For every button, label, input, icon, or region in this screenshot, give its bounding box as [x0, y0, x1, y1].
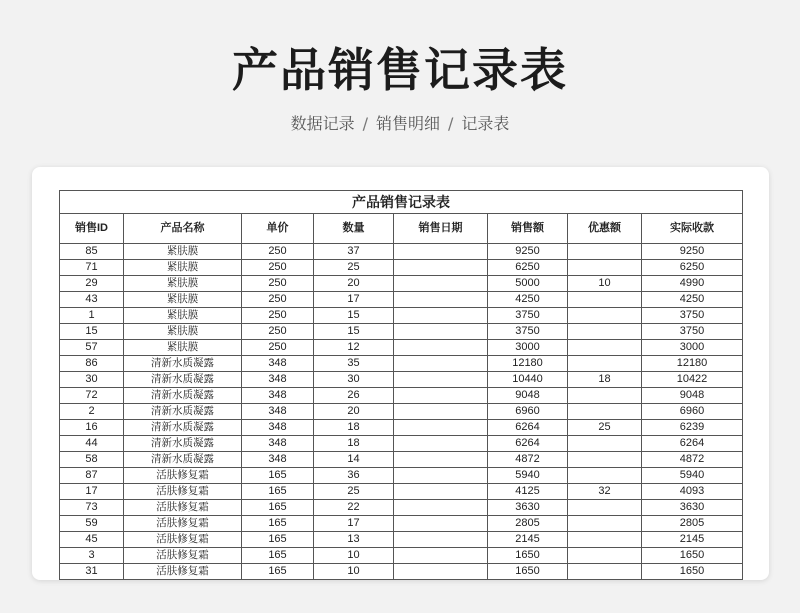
- table-cell[interactable]: 44: [60, 436, 124, 452]
- table-row: [60, 324, 743, 340]
- table-cell[interactable]: 250: [242, 340, 314, 356]
- table-row: [60, 500, 743, 516]
- column-header: 销售额: [488, 214, 568, 244]
- table-cell[interactable]: 165: [242, 484, 314, 500]
- table-cell[interactable]: 6264: [488, 420, 568, 436]
- table-cell[interactable]: 12180: [642, 356, 743, 372]
- table-caption: 产品销售记录表: [60, 191, 743, 214]
- column-header: 实际收款: [642, 214, 743, 244]
- table-cell[interactable]: 15: [60, 324, 124, 340]
- table-cell[interactable]: 348: [242, 452, 314, 468]
- header-row: [60, 214, 743, 244]
- table-cell[interactable]: 1650: [488, 548, 568, 564]
- table-cell[interactable]: 17: [60, 484, 124, 500]
- table-row: [60, 564, 743, 580]
- table-cell[interactable]: 3750: [642, 308, 743, 324]
- table-cell[interactable]: 18: [314, 436, 394, 452]
- table-cell[interactable]: 5940: [488, 468, 568, 484]
- table-cell[interactable]: 5940: [642, 468, 743, 484]
- table-row: [60, 484, 743, 500]
- table-cell[interactable]: 26: [314, 388, 394, 404]
- table-cell[interactable]: [394, 532, 488, 548]
- column-header: 销售ID: [60, 214, 124, 244]
- table-row: [60, 260, 743, 276]
- table-cell[interactable]: [394, 372, 488, 388]
- table-cell[interactable]: 清新水质凝露: [124, 388, 242, 404]
- table-cell[interactable]: 活肤修复霜: [124, 516, 242, 532]
- table-cell[interactable]: [568, 388, 642, 404]
- table-cell[interactable]: 58: [60, 452, 124, 468]
- table-cell[interactable]: 活肤修复霜: [124, 500, 242, 516]
- table-row: [60, 516, 743, 532]
- table-cell[interactable]: 17: [314, 292, 394, 308]
- table-cell[interactable]: [568, 468, 642, 484]
- table-cell[interactable]: 348: [242, 388, 314, 404]
- table-cell[interactable]: 250: [242, 324, 314, 340]
- table-cell[interactable]: [394, 388, 488, 404]
- table-cell[interactable]: 348: [242, 356, 314, 372]
- table-cell[interactable]: 4250: [642, 292, 743, 308]
- table-cell[interactable]: 紧肤膜: [124, 324, 242, 340]
- table-cell[interactable]: 348: [242, 436, 314, 452]
- table-cell[interactable]: 3750: [642, 324, 743, 340]
- column-header: 优惠额: [568, 214, 642, 244]
- breadcrumb-item[interactable]: 记录表: [461, 114, 510, 133]
- caption-row: [60, 191, 743, 214]
- column-header: 产品名称: [124, 214, 242, 244]
- table-cell[interactable]: 清新水质凝露: [124, 452, 242, 468]
- table-cell[interactable]: 4093: [642, 484, 743, 500]
- table-cell[interactable]: 清新水质凝露: [124, 372, 242, 388]
- table-cell[interactable]: 32: [568, 484, 642, 500]
- table-cell[interactable]: 1650: [488, 564, 568, 580]
- table-cell[interactable]: [568, 340, 642, 356]
- column-header: 销售日期: [394, 214, 488, 244]
- table-row: [60, 388, 743, 404]
- table-cell[interactable]: 165: [242, 548, 314, 564]
- table-row: [60, 436, 743, 452]
- table-cell[interactable]: [568, 244, 642, 260]
- table-cell[interactable]: [568, 548, 642, 564]
- table-cell[interactable]: 紧肤膜: [124, 244, 242, 260]
- table-cell[interactable]: 165: [242, 468, 314, 484]
- table-row: [60, 340, 743, 356]
- table-cell[interactable]: 165: [242, 516, 314, 532]
- table-row: [60, 452, 743, 468]
- table-cell[interactable]: 3630: [488, 500, 568, 516]
- table-cell[interactable]: 活肤修复霜: [124, 468, 242, 484]
- table-cell[interactable]: 紧肤膜: [124, 340, 242, 356]
- table-cell[interactable]: 10: [314, 548, 394, 564]
- table-cell[interactable]: [394, 548, 488, 564]
- table-row: [60, 404, 743, 420]
- table-cell[interactable]: 2805: [488, 516, 568, 532]
- table-cell[interactable]: 紧肤膜: [124, 276, 242, 292]
- table-cell[interactable]: [394, 564, 488, 580]
- table-cell[interactable]: 清新水质凝露: [124, 436, 242, 452]
- table-cell[interactable]: [394, 484, 488, 500]
- table-cell[interactable]: 清新水质凝露: [124, 420, 242, 436]
- table-cell[interactable]: 43: [60, 292, 124, 308]
- table-cell[interactable]: 10: [568, 276, 642, 292]
- table-cell[interactable]: 6960: [642, 404, 743, 420]
- table-cell[interactable]: 6960: [488, 404, 568, 420]
- table-cell[interactable]: 57: [60, 340, 124, 356]
- table-cell[interactable]: [568, 308, 642, 324]
- table-cell[interactable]: 45: [60, 532, 124, 548]
- table-cell[interactable]: 活肤修复霜: [124, 564, 242, 580]
- table-cell[interactable]: 6239: [642, 420, 743, 436]
- table-cell[interactable]: [568, 532, 642, 548]
- table-cell[interactable]: [568, 500, 642, 516]
- table-cell[interactable]: 37: [314, 244, 394, 260]
- breadcrumb-item[interactable]: 数据记录: [290, 114, 355, 133]
- table-cell[interactable]: 2805: [642, 516, 743, 532]
- table-cell[interactable]: 10440: [488, 372, 568, 388]
- table-cell[interactable]: 12180: [488, 356, 568, 372]
- table-cell[interactable]: 9250: [642, 244, 743, 260]
- table-cell[interactable]: 348: [242, 404, 314, 420]
- table-cell[interactable]: [568, 356, 642, 372]
- table-cell[interactable]: 6264: [488, 436, 568, 452]
- table-cell[interactable]: 25: [568, 420, 642, 436]
- table-cell[interactable]: [394, 308, 488, 324]
- table-cell[interactable]: 87: [60, 468, 124, 484]
- table-row: [60, 420, 743, 436]
- table-cell[interactable]: [394, 436, 488, 452]
- table-cell[interactable]: [394, 420, 488, 436]
- table-cell[interactable]: 4250: [488, 292, 568, 308]
- table-row: [60, 276, 743, 292]
- table-row: [60, 468, 743, 484]
- table-cell[interactable]: [394, 468, 488, 484]
- table-cell[interactable]: 250: [242, 260, 314, 276]
- table-cell[interactable]: 250: [242, 308, 314, 324]
- table-cell[interactable]: [568, 292, 642, 308]
- table-cell[interactable]: 2: [60, 404, 124, 420]
- table-cell[interactable]: 86: [60, 356, 124, 372]
- table-row: [60, 356, 743, 372]
- table-cell[interactable]: [394, 260, 488, 276]
- breadcrumb-separator: /: [448, 114, 454, 133]
- table-cell[interactable]: 6250: [488, 260, 568, 276]
- table-row: [60, 548, 743, 564]
- table-cell[interactable]: 71: [60, 260, 124, 276]
- column-header: 单价: [242, 214, 314, 244]
- table-cell[interactable]: 18: [568, 372, 642, 388]
- table-cell[interactable]: 9048: [488, 388, 568, 404]
- table-cell[interactable]: 6264: [642, 436, 743, 452]
- table-row: [60, 532, 743, 548]
- table-cell[interactable]: 13: [314, 532, 394, 548]
- table-cell[interactable]: 3000: [642, 340, 743, 356]
- table-cell[interactable]: 紧肤膜: [124, 292, 242, 308]
- table-cell[interactable]: [568, 404, 642, 420]
- table-cell[interactable]: 4872: [642, 452, 743, 468]
- table-cell[interactable]: 31: [60, 564, 124, 580]
- table-cell[interactable]: 348: [242, 372, 314, 388]
- table-cell[interactable]: 165: [242, 532, 314, 548]
- table-cell[interactable]: 36: [314, 468, 394, 484]
- table-cell[interactable]: [394, 404, 488, 420]
- breadcrumb: [0, 112, 800, 136]
- table-cell[interactable]: 250: [242, 244, 314, 260]
- table-cell[interactable]: [394, 324, 488, 340]
- table-cell[interactable]: 9250: [488, 244, 568, 260]
- table-row: [60, 244, 743, 260]
- table-cell[interactable]: 16: [60, 420, 124, 436]
- table-cell[interactable]: [394, 276, 488, 292]
- table-cell[interactable]: 29: [60, 276, 124, 292]
- table-cell[interactable]: 30: [314, 372, 394, 388]
- table-cell[interactable]: 4872: [488, 452, 568, 468]
- table-cell[interactable]: 4125: [488, 484, 568, 500]
- table-cell[interactable]: [568, 324, 642, 340]
- table-cell[interactable]: 15: [314, 324, 394, 340]
- table-cell[interactable]: 3: [60, 548, 124, 564]
- table-cell[interactable]: [394, 244, 488, 260]
- table-cell[interactable]: 清新水质凝露: [124, 356, 242, 372]
- breadcrumb-separator: /: [362, 114, 368, 133]
- table-cell[interactable]: 30: [60, 372, 124, 388]
- table-row: [60, 372, 743, 388]
- table-cell[interactable]: 10422: [642, 372, 743, 388]
- table-cell[interactable]: 紧肤膜: [124, 308, 242, 324]
- table-cell[interactable]: 清新水质凝露: [124, 404, 242, 420]
- table-cell[interactable]: [394, 516, 488, 532]
- table-cell[interactable]: 紧肤膜: [124, 260, 242, 276]
- table-cell[interactable]: 2145: [642, 532, 743, 548]
- table-cell[interactable]: [394, 500, 488, 516]
- table-cell[interactable]: 12: [314, 340, 394, 356]
- table-cell[interactable]: [394, 356, 488, 372]
- table-cell[interactable]: 3750: [488, 324, 568, 340]
- table-cell[interactable]: 5000: [488, 276, 568, 292]
- table-cell[interactable]: 活肤修复霜: [124, 532, 242, 548]
- sales-record-table: [59, 190, 743, 580]
- table-cell[interactable]: 25: [314, 260, 394, 276]
- table-cell[interactable]: 15: [314, 308, 394, 324]
- table-cell[interactable]: [568, 516, 642, 532]
- table-cell[interactable]: [568, 564, 642, 580]
- table-cell[interactable]: [568, 436, 642, 452]
- table-cell[interactable]: 6250: [642, 260, 743, 276]
- table-row: [60, 292, 743, 308]
- table-cell[interactable]: 18: [314, 420, 394, 436]
- table-cell[interactable]: 20: [314, 404, 394, 420]
- table-cell[interactable]: 59: [60, 516, 124, 532]
- table-cell[interactable]: 4990: [642, 276, 743, 292]
- table-body: [60, 244, 743, 580]
- page-title: 产品销售记录表: [232, 43, 568, 97]
- table-cell[interactable]: 250: [242, 292, 314, 308]
- table-cell[interactable]: [394, 292, 488, 308]
- table-cell[interactable]: 活肤修复霜: [124, 484, 242, 500]
- table-cell[interactable]: 72: [60, 388, 124, 404]
- table-cell[interactable]: [568, 260, 642, 276]
- table-cell[interactable]: [568, 452, 642, 468]
- table-cell[interactable]: 73: [60, 500, 124, 516]
- table-cell[interactable]: 14: [314, 452, 394, 468]
- table-cell[interactable]: [394, 340, 488, 356]
- table-cell[interactable]: 17: [314, 516, 394, 532]
- table-cell[interactable]: 3000: [488, 340, 568, 356]
- table-cell[interactable]: 22: [314, 500, 394, 516]
- table-cell[interactable]: 85: [60, 244, 124, 260]
- table-cell[interactable]: 20: [314, 276, 394, 292]
- table-cell[interactable]: 活肤修复霜: [124, 548, 242, 564]
- table-cell[interactable]: 250: [242, 276, 314, 292]
- table-cell[interactable]: 3630: [642, 500, 743, 516]
- table-cell[interactable]: 9048: [642, 388, 743, 404]
- table-cell[interactable]: 2145: [488, 532, 568, 548]
- table-cell[interactable]: 3750: [488, 308, 568, 324]
- column-header: 数量: [314, 214, 394, 244]
- table-cell[interactable]: 1650: [642, 564, 743, 580]
- breadcrumb-item[interactable]: 销售明细: [375, 114, 440, 133]
- table-cell[interactable]: 165: [242, 564, 314, 580]
- table-cell[interactable]: 35: [314, 356, 394, 372]
- table-cell[interactable]: 348: [242, 420, 314, 436]
- table-cell[interactable]: [394, 452, 488, 468]
- document-card: [32, 167, 769, 580]
- table-cell[interactable]: 1650: [642, 548, 743, 564]
- table-cell[interactable]: 25: [314, 484, 394, 500]
- table-cell[interactable]: 165: [242, 500, 314, 516]
- table-row: [60, 308, 743, 324]
- table-cell[interactable]: 1: [60, 308, 124, 324]
- table-cell[interactable]: 10: [314, 564, 394, 580]
